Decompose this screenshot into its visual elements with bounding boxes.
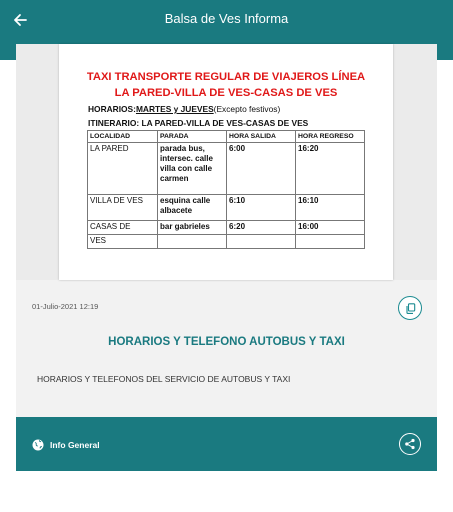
table-header-cell: HORA SALIDA: [227, 131, 296, 143]
table-cell: bar gabrieles: [158, 221, 227, 235]
poster-title-line1: TAXI TRANSPORTE REGULAR DE VIAJEROS LÍNEA: [86, 71, 366, 83]
table-header-cell: HORA REGRESO: [296, 131, 365, 143]
schedule-table: [87, 130, 365, 249]
table-cell: esquina calle albacete: [158, 195, 227, 221]
poster-horarios: [88, 104, 280, 114]
post-title: HORARIOS Y TELEFONO AUTOBUS Y TAXI: [108, 336, 345, 348]
table-cell: VES: [88, 235, 158, 249]
table-row: [88, 143, 365, 195]
table-header-row: [88, 131, 365, 143]
table-cell: CASAS DE: [88, 221, 158, 235]
app-bar: [0, 0, 453, 40]
copy-button[interactable]: [398, 296, 422, 320]
table-cell: VILLA DE VES: [88, 195, 158, 221]
poster-itinerario: ITINERARIO: LA PARED-VILLA DE VES-CASAS DE VES: [88, 118, 309, 128]
table-cell: [158, 235, 227, 249]
table-cell: [227, 235, 296, 249]
post-image[interactable]: [16, 44, 437, 280]
page-title: Balsa de Ves Informa: [164, 11, 289, 26]
table-cell: 6:10: [227, 195, 296, 221]
category-label[interactable]: Info General: [50, 440, 100, 450]
post-footer: [16, 417, 437, 471]
globe-icon: [32, 439, 44, 451]
copy-icon: [405, 303, 416, 314]
table-cell: 6:20: [227, 221, 296, 235]
table-cell: 16:10: [296, 195, 365, 221]
share-icon: [404, 438, 416, 450]
table-header-cell: PARADA: [158, 131, 227, 143]
table-row: [88, 235, 365, 249]
table-cell: LA PARED: [88, 143, 158, 195]
table-cell: 16:20: [296, 143, 365, 195]
table-cell: 6:00: [227, 143, 296, 195]
post-description: HORARIOS Y TELEFONOS DEL SERVICIO DE AUTOBUS Y TAXI: [37, 374, 291, 384]
horarios-label: HORARIOS:: [88, 104, 136, 114]
table-row: [88, 221, 365, 235]
post-card: [16, 44, 437, 471]
table-cell: 16:00: [296, 221, 365, 235]
table-row: [88, 195, 365, 221]
schedule-poster: [59, 44, 393, 280]
post-date: 01-Julio-2021 12:19: [32, 302, 99, 311]
table-header-cell: LOCALIDAD: [88, 131, 158, 143]
table-cell: parada bus, intersec. calle villa con calle carmen: [158, 143, 227, 195]
share-button[interactable]: [399, 433, 421, 455]
horarios-days: MARTES y JUEVES: [135, 104, 214, 114]
poster-title-line2: LA PARED-VILLA DE VES-CASAS DE VES: [114, 87, 338, 99]
table-cell: [296, 235, 365, 249]
horarios-note: (Excepto festivos): [213, 104, 281, 114]
